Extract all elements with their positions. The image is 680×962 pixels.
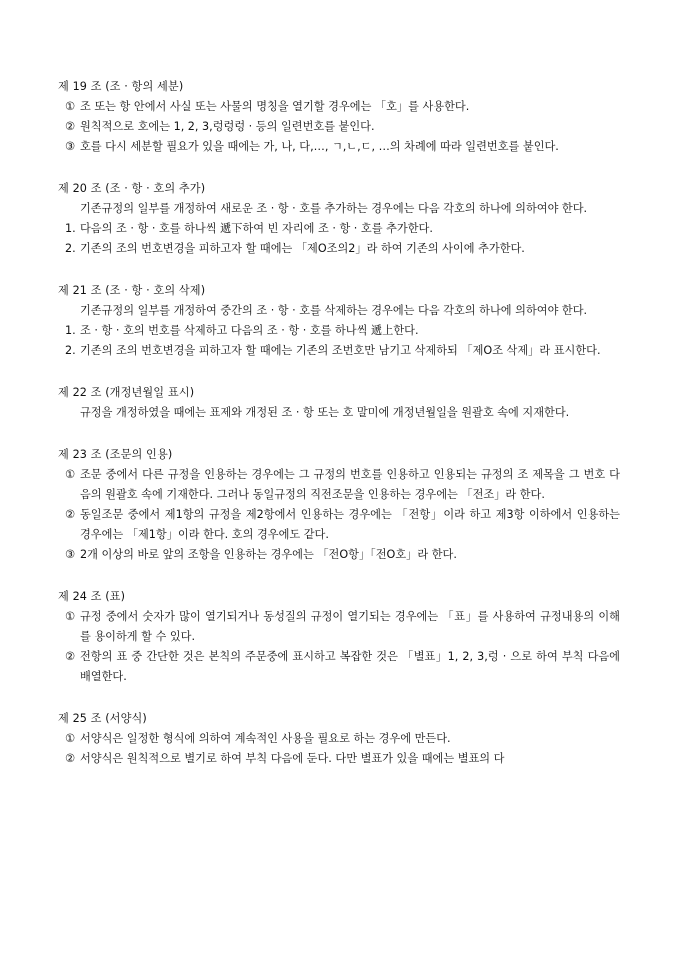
article-title: 제 24 조 (표) [58, 590, 126, 603]
article-section [58, 709, 620, 769]
article-items [58, 729, 620, 769]
item-text: 서양식은 원칙적으로 별기로 하여 부칙 다음에 둔다. 다만 별표가 있을 때에는 별표의 다 [80, 752, 505, 765]
clause-item [58, 647, 620, 687]
item-marker: ② [65, 650, 76, 663]
article-title: 제 25 조 (서양식) [58, 712, 147, 725]
article-items [58, 199, 620, 259]
item-marker: ① [65, 732, 76, 745]
item-text: 전항의 표 중 간단한 것은 본칙의 주문중에 표시하고 복잡한 것은 「별표」1, 2, 3,렁 · 으로 하여 부칙 다음에 배열한다. [80, 650, 620, 683]
item-marker: 2. [65, 344, 76, 357]
article-section [58, 445, 620, 565]
article-section [58, 77, 620, 157]
item-text: 기존규정의 일부를 개정하여 새로운 조 · 항 · 호를 추가하는 경우에는 다음 각호의 하나에 의하여야 한다. [80, 202, 588, 215]
item-text: 기존의 조의 번호변경을 피하고자 할 때에는 기존의 조번호만 남기고 삭제하되 「제O조 삭제」라 표시한다. [80, 344, 601, 357]
article-title: 제 23 조 (조문의 인용) [58, 448, 173, 461]
clause-item [58, 729, 620, 749]
article-paragraph [58, 403, 620, 423]
item-text: 조문 중에서 다른 규정을 인용하는 경우에는 그 규정의 번호를 인용하고 인용되는 규정의 조 제목을 그 번호 다음의 원괄호 속에 기재한다. 그러나 동일규정의 직전조문을 인용하는 경우에는 「전조」라 한다. [80, 468, 620, 501]
article-section [58, 587, 620, 687]
item-text: 조 · 항 · 호의 번호를 삭제하고 다음의 조 · 항 · 호를 하나씩 遞上한다. [80, 324, 419, 337]
item-text: 기존의 조의 번호변경을 피하고자 할 때에는 「제O조의2」라 하여 기존의 사이에 추가한다. [80, 242, 525, 255]
article-items [58, 301, 620, 361]
numbered-item [58, 219, 620, 239]
item-marker: ① [65, 468, 76, 481]
clause-item [58, 137, 620, 157]
article-title: 제 20 조 (조 · 항 · 호의 추가) [58, 182, 206, 195]
item-text: 조 또는 항 안에서 사실 또는 사물의 명칭을 열기할 경우에는 「호」를 사용한다. [80, 100, 470, 113]
item-marker: ② [65, 752, 76, 765]
item-marker: ② [65, 120, 76, 133]
article-items [58, 403, 620, 423]
clause-item [58, 545, 620, 565]
item-marker: 1. [65, 222, 76, 235]
item-marker: ① [65, 100, 76, 113]
item-text: 호를 다시 세분할 필요가 있을 때에는 가, 나, 다,…, ㄱ,ㄴ,ㄷ, …의 차례에 따라 일련번호를 붙인다. [80, 140, 559, 153]
item-text: 규정을 개정하였을 때에는 표제와 개정된 조 · 항 또는 호 말미에 개정년월일을 원괄호 속에 지재한다. [80, 406, 570, 419]
numbered-item [58, 321, 620, 341]
clause-item [58, 505, 620, 545]
clause-item [58, 607, 620, 647]
article-paragraph [58, 301, 620, 321]
article-items [58, 465, 620, 565]
item-marker: ① [65, 610, 76, 623]
item-marker: ③ [65, 140, 76, 153]
article-paragraph [58, 199, 620, 219]
item-text: 원칙적으로 호에는 1, 2, 3,렁렁렁 · 등의 일련번호를 붙인다. [80, 120, 375, 133]
article-title: 제 21 조 (조 · 항 · 호의 삭제) [58, 284, 206, 297]
clause-item [58, 97, 620, 117]
item-marker: 2. [65, 242, 76, 255]
item-text: 2개 이상의 바로 앞의 조항을 인용하는 경우에는 「전O항」「전O호」라 한다. [80, 548, 457, 561]
numbered-item [58, 341, 620, 361]
article-section [58, 179, 620, 259]
article-title: 제 22 조 (개정년월일 표시) [58, 386, 195, 399]
article-title: 제 19 조 (조 · 항의 세분) [58, 80, 184, 93]
item-marker: 1. [65, 324, 76, 337]
item-text: 동일조문 중에서 제1항의 규정을 제2항에서 인용하는 경우에는 「전항」이라 하고 제3항 이하에서 인용하는 경우에는 「제1항」이라 한다. 호의 경우에도 같다. [80, 508, 620, 541]
numbered-item [58, 239, 620, 259]
clause-item [58, 749, 620, 769]
item-marker: ③ [65, 548, 76, 561]
article-section [58, 281, 620, 361]
item-text: 규정 중에서 숫자가 많이 열기되거나 동성질의 규정이 열기되는 경우에는 「표」를 사용하여 규정내용의 이해를 용이하게 할 수 있다. [80, 610, 620, 643]
article-items [58, 607, 620, 687]
item-text: 다음의 조 · 항 · 호를 하나씩 遞下하여 빈 자리에 조 · 항 · 호를 추가한다. [80, 222, 433, 235]
clause-item [58, 465, 620, 505]
article-section [58, 383, 620, 423]
clause-item [58, 117, 620, 137]
item-text: 기존규정의 일부를 개정하여 중간의 조 · 항 · 호를 삭제하는 경우에는 다음 각호의 하나에 의하여야 한다. [80, 304, 588, 317]
article-items [58, 97, 620, 157]
item-text: 서양식은 일정한 형식에 의하여 계속적인 사용을 필요로 하는 경우에 만든다. [80, 732, 451, 745]
item-marker: ② [65, 508, 76, 521]
